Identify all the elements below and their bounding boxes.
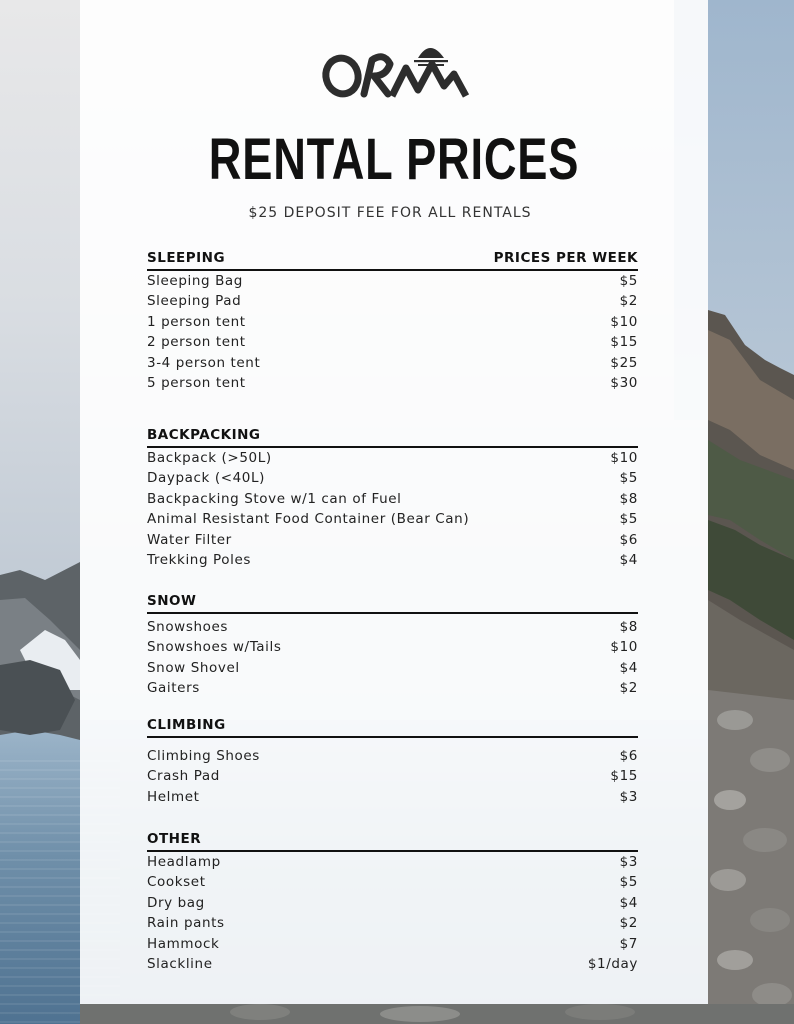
list-item [147, 489, 638, 509]
list-item [147, 678, 638, 698]
list-item [147, 766, 638, 786]
item-price: $1/day [587, 955, 638, 972]
item-price: $8 [619, 490, 638, 507]
item-name: 2 person tent [147, 334, 246, 351]
list-item [147, 954, 638, 974]
item-price: $4 [619, 551, 638, 568]
item-price: $5 [619, 511, 638, 528]
item-name: 3-4 person tent [147, 354, 261, 371]
item-price: $10 [610, 639, 638, 656]
price-list [147, 746, 638, 807]
item-name: Animal Resistant Food Container (Bear Can) [147, 511, 470, 528]
item-price: $5 [619, 874, 638, 891]
list-item [147, 658, 638, 678]
item-name: 1 person tent [147, 313, 246, 330]
item-name: Rain pants [147, 915, 225, 932]
section-other [147, 832, 638, 974]
item-price: $10 [610, 313, 638, 330]
section-backpacking [147, 428, 638, 570]
list-item [147, 448, 638, 468]
item-name: Trekking Poles [147, 551, 252, 568]
item-name: Hammock [147, 935, 220, 952]
item-name: Helmet [147, 788, 200, 805]
item-price: $10 [610, 450, 638, 466]
list-item [147, 291, 638, 311]
list-item [147, 746, 638, 766]
list-item [147, 332, 638, 352]
list-item [147, 913, 638, 933]
item-name: 5 person tent [147, 374, 246, 391]
deposit-note: $25 DEPOSIT FEE FOR ALL RENTALS [248, 205, 532, 221]
item-name: Backpack (>50L) [147, 450, 272, 466]
list-item [147, 530, 638, 550]
list-item [147, 637, 638, 657]
item-price: $4 [619, 894, 638, 911]
item-price: $25 [610, 354, 638, 371]
page-title: RENTAL PRICES [208, 127, 580, 192]
list-item [147, 468, 638, 488]
item-name: Snow Shovel [147, 659, 240, 676]
logo [320, 34, 470, 104]
item-price: $2 [619, 680, 638, 697]
item-price: $6 [619, 531, 638, 548]
list-item [147, 312, 638, 332]
item-name: Backpacking Stove w/1 can of Fuel [147, 490, 402, 507]
price-list [147, 617, 638, 699]
price-list [147, 271, 638, 393]
item-name: Snowshoes w/Tails [147, 639, 282, 656]
item-price: $2 [619, 915, 638, 932]
price-list [147, 448, 638, 570]
list-item [147, 787, 638, 807]
list-item [147, 271, 638, 291]
item-price: $8 [619, 619, 638, 635]
item-price: $5 [619, 470, 638, 487]
list-item [147, 872, 638, 892]
section-title: BACKPACKING [147, 427, 261, 443]
column-header: PRICES PER WEEK [493, 250, 638, 266]
item-price: $4 [619, 659, 638, 676]
list-item [147, 934, 638, 954]
item-price: $3 [619, 788, 638, 805]
item-price: $7 [619, 935, 638, 952]
section-title: CLIMBING [147, 717, 226, 733]
price-list [147, 852, 638, 974]
item-name: Sleeping Bag [147, 273, 243, 289]
item-name: Crash Pad [147, 768, 220, 785]
list-item [147, 550, 638, 570]
price-sheet [80, 0, 708, 1004]
section-title: OTHER [147, 831, 202, 847]
item-name: Daypack (<40L) [147, 470, 265, 487]
section-header [147, 251, 638, 271]
item-price: $15 [610, 768, 638, 785]
list-item [147, 353, 638, 373]
item-name: Dry bag [147, 894, 205, 911]
item-name: Snowshoes [147, 619, 229, 635]
item-name: Gaiters [147, 680, 200, 697]
item-name: Sleeping Pad [147, 293, 242, 310]
list-item [147, 852, 638, 872]
item-price: $30 [610, 374, 638, 391]
item-price: $3 [619, 854, 638, 870]
section-header [147, 718, 638, 738]
orm-logo-icon [320, 34, 470, 104]
section-header [147, 594, 638, 614]
item-name: Water Filter [147, 531, 232, 548]
list-item [147, 373, 638, 393]
item-price: $5 [619, 273, 638, 289]
section-title: SLEEPING [147, 250, 226, 266]
section-sleeping [147, 251, 638, 393]
item-name: Cookset [147, 874, 206, 891]
item-name: Headlamp [147, 854, 221, 870]
section-climbing [147, 718, 638, 807]
section-header [147, 832, 638, 852]
item-name: Climbing Shoes [147, 748, 260, 764]
item-price: $15 [610, 334, 638, 351]
section-snow [147, 594, 638, 699]
item-name: Slackline [147, 955, 213, 972]
list-item [147, 893, 638, 913]
list-item [147, 509, 638, 529]
section-header [147, 428, 638, 448]
section-title: SNOW [147, 593, 197, 609]
list-item [147, 617, 638, 637]
item-price: $2 [619, 293, 638, 310]
item-price: $6 [619, 748, 638, 764]
